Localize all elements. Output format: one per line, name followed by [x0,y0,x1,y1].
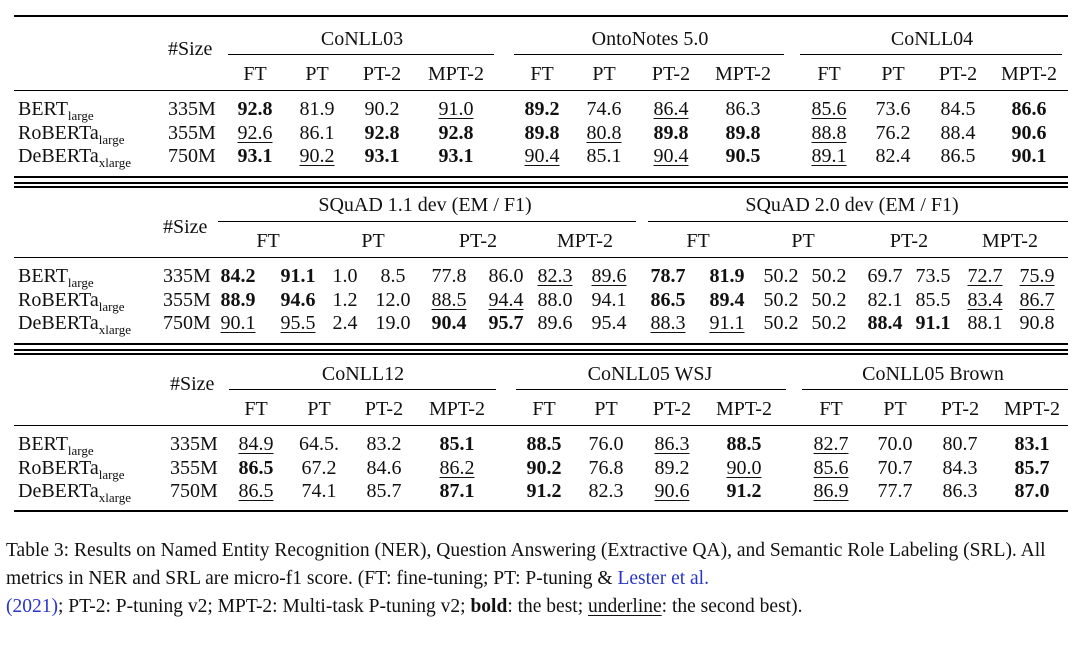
score-cell: 90.4 [653,145,689,167]
col-header-mpt2: MPT-2 [715,63,771,85]
header-rule [14,90,1068,91]
score-cell: 50.2 [811,289,847,311]
score-cell: 89.1 [811,145,847,167]
score-cell: 88.5 [726,433,762,455]
model-param-size: 335M [163,265,211,287]
caption-underline-word: underline [588,596,662,617]
score-cell: 64.5. [299,433,339,455]
model-name-text: BERT [18,265,68,287]
score-cell: 88.1 [967,312,1003,334]
model-name-text: DeBERTa [18,480,99,502]
score-cell: 95.5 [280,312,316,334]
score-cell: 89.6 [537,312,573,334]
score-cell: 88.5 [526,433,562,455]
score-cell: 95.7 [488,312,524,334]
size-header: #Size [170,373,215,395]
col-header-ft: FT [256,230,280,252]
score-cell: 90.1 [1011,145,1047,167]
model-param-size: 750M [170,480,218,502]
score-cell: 88.5 [431,289,467,311]
score-cell: 84.5 [940,98,976,120]
score-cell: 86.9 [813,480,849,502]
col-header-ft: FT [819,398,843,420]
score-cell: 89.8 [653,122,689,144]
col-header-pt2: PT-2 [458,230,498,252]
score-cell: 74.1 [301,480,337,502]
score-cell: 83.1 [1014,433,1050,455]
score-cell: 50.2 [811,312,847,334]
score-cell: 91.1 [709,312,745,334]
table-1-bottom-rule [14,176,1068,178]
model-size-subscript: large [67,443,94,458]
score-cell: 50.2 [763,312,799,334]
model-size-subscript: large [98,299,125,314]
score-cell: 88.4 [940,122,976,144]
score-cell: 81.9 [709,265,745,287]
score-cell: 92.8 [364,122,400,144]
col-header-ft: FT [244,398,268,420]
group-underline [802,389,1068,390]
col-header-pt2: PT-2 [940,398,980,420]
score-cell: 93.1 [364,145,400,167]
score-cell: 73.6 [875,98,911,120]
score-cell: 86.4 [653,98,689,120]
score-cell: 91.2 [726,480,762,502]
score-cell: 50.2 [811,265,847,287]
score-cell: 76.2 [875,122,911,144]
score-cell: 91.1 [915,312,951,334]
col-header-ft: FT [243,63,267,85]
col-header-mpt2: MPT-2 [1004,398,1060,420]
model-name [18,312,131,341]
score-cell: 70.0 [877,433,913,455]
score-cell: 8.5 [380,265,406,287]
score-cell: 80.8 [586,122,622,144]
score-cell: 90.4 [524,145,560,167]
model-size-subscript: large [98,467,125,482]
score-cell: 84.3 [942,457,978,479]
model-param-size: 355M [163,289,211,311]
score-cell: 85.7 [1014,457,1050,479]
score-cell: 90.2 [364,98,400,120]
score-cell: 88.0 [537,289,573,311]
score-cell: 72.7 [967,265,1003,287]
model-size-subscript: xlarge [98,322,131,337]
col-header-mpt2: MPT-2 [557,230,613,252]
col-header-pt: PT [881,63,905,85]
score-cell: 74.6 [586,98,622,120]
score-cell: 90.6 [1011,122,1047,144]
score-cell: 88.4 [867,312,903,334]
model-size-subscript: large [98,132,125,147]
group-header-conll05-wsj: CoNLL05 WSJ [587,363,713,385]
score-cell: 91.0 [438,98,474,120]
score-cell: 90.0 [726,457,762,479]
col-header-mpt2: MPT-2 [716,398,772,420]
score-cell: 94.1 [591,289,627,311]
table-top-rule [14,15,1068,17]
score-cell: 85.5 [915,289,951,311]
score-cell: 92.6 [237,122,273,144]
score-cell: 76.8 [588,457,624,479]
score-cell: 87.0 [1014,480,1050,502]
score-cell: 86.5 [940,145,976,167]
caption-text: ; PT-2: P-tuning v2; MPT-2: Multi-task P-tuning v2; [58,596,471,617]
group-header-conll03: CoNLL03 [320,28,404,50]
group-underline [228,54,494,55]
score-cell: 75.9 [1019,265,1055,287]
score-cell: 86.6 [1011,98,1047,120]
score-cell: 88.8 [811,122,847,144]
model-param-size: 335M [168,98,216,120]
group-underline [229,389,496,390]
caption-text: : the best; [507,596,589,617]
score-cell: 69.7 [867,265,903,287]
model-name-text: BERT [18,433,68,455]
model-param-size: 750M [168,145,216,167]
model-size-subscript: xlarge [98,155,131,170]
model-param-size: 750M [163,312,211,334]
col-header-pt2: PT-2 [889,230,929,252]
score-cell: 90.8 [1019,312,1055,334]
model-name-text: DeBERTa [18,312,99,334]
score-cell: 90.2 [526,457,562,479]
table-caption [6,537,1080,621]
model-param-size: 355M [168,122,216,144]
score-cell: 78.7 [650,265,686,287]
size-header: #Size [168,38,213,60]
score-cell: 88.9 [220,289,256,311]
score-cell: 88.3 [650,312,686,334]
model-name-text: DeBERTa [18,145,99,167]
score-cell: 82.4 [875,145,911,167]
col-header-pt: PT [883,398,907,420]
score-cell: 77.7 [877,480,913,502]
score-cell: 95.4 [591,312,627,334]
col-header-ft: FT [686,230,710,252]
group-header-conll04: CoNLL04 [890,28,974,50]
score-cell: 76.0 [588,433,624,455]
score-cell: 86.3 [654,433,690,455]
score-cell: 89.6 [591,265,627,287]
score-cell: 12.0 [375,289,411,311]
score-cell: 83.4 [967,289,1003,311]
col-header-mpt2: MPT-2 [428,63,484,85]
score-cell: 77.8 [431,265,467,287]
score-cell: 82.3 [537,265,573,287]
model-name [18,480,131,509]
score-cell: 80.7 [942,433,978,455]
model-name [18,145,131,174]
citation-year-link[interactable]: (2021) [6,596,58,617]
header-rule [14,425,1068,426]
score-cell: 67.2 [301,457,337,479]
score-cell: 82.7 [813,433,849,455]
score-cell: 89.2 [654,457,690,479]
group-header-ontonotes: OntoNotes 5.0 [591,28,709,50]
score-cell: 94.4 [488,289,524,311]
group-underline [514,54,784,55]
score-cell: 86.2 [439,457,475,479]
model-param-size: 355M [170,457,218,479]
score-cell: 91.2 [526,480,562,502]
score-cell: 90.5 [725,145,761,167]
score-cell: 89.4 [709,289,745,311]
col-header-mpt2: MPT-2 [982,230,1038,252]
col-header-pt2: PT-2 [938,63,978,85]
score-cell: 87.1 [439,480,475,502]
model-name-text: RoBERTa [18,122,99,144]
score-cell: 86.1 [299,122,335,144]
col-header-ft: FT [532,398,556,420]
table-2-bottom-rule [14,343,1068,345]
table-bottom-rule [14,510,1068,512]
score-cell: 82.3 [588,480,624,502]
score-cell: 1.0 [332,265,358,287]
model-name-text: RoBERTa [18,289,99,311]
header-rule [14,257,1068,258]
model-param-size: 335M [170,433,218,455]
score-cell: 90.6 [654,480,690,502]
score-cell: 1.2 [332,289,358,311]
score-cell: 82.1 [867,289,903,311]
score-cell: 89.2 [524,98,560,120]
col-header-pt: PT [305,63,329,85]
size-header: #Size [163,216,208,238]
score-cell: 85.7 [366,480,402,502]
col-header-pt2: PT-2 [652,398,692,420]
score-cell: 93.1 [438,145,474,167]
score-cell: 50.2 [763,265,799,287]
col-header-pt: PT [592,63,616,85]
score-cell: 84.6 [366,457,402,479]
caption-text: Table 3: Results on Named Entity Recognition (NER), Question Answering (Extractive QA), and Semantic Role Labeling (SRL). All metrics in NER and SRL are micro-f1 score. (FT: fine-tuning; PT: P-tuning & [6,540,1046,589]
model-size-subscript: large [67,275,94,290]
col-header-pt2: PT-2 [364,398,404,420]
group-header-conll12: CoNLL12 [321,363,405,385]
score-cell: 89.8 [725,122,761,144]
score-cell: 94.6 [280,289,316,311]
group-underline [516,389,786,390]
score-cell: 86.5 [238,457,274,479]
score-cell: 86.7 [1019,289,1055,311]
group-underline [218,221,636,222]
score-cell: 85.1 [439,433,475,455]
col-header-pt: PT [791,230,815,252]
score-cell: 2.4 [332,312,358,334]
col-header-mpt2: MPT-2 [429,398,485,420]
caption-bold-word: bold [470,596,508,617]
model-size-subscript: xlarge [98,490,131,505]
score-cell: 86.3 [725,98,761,120]
score-cell: 89.8 [524,122,560,144]
score-cell: 86.3 [942,480,978,502]
col-header-pt: PT [307,398,331,420]
col-header-ft: FT [817,63,841,85]
group-header-conll05-brown: CoNLL05 Brown [862,363,1004,385]
score-cell: 83.2 [366,433,402,455]
col-header-pt: PT [594,398,618,420]
score-cell: 90.4 [431,312,467,334]
group-header-squad11: SQuAD 1.1 dev (EM / F1) [318,194,532,216]
score-cell: 85.1 [586,145,622,167]
citation-link[interactable]: Lester et al. [617,568,709,589]
score-cell: 86.0 [488,265,524,287]
model-size-subscript: large [67,108,94,123]
model-name-text: RoBERTa [18,457,99,479]
col-header-pt2: PT-2 [362,63,402,85]
score-cell: 73.5 [915,265,951,287]
score-cell: 84.2 [220,265,256,287]
col-header-ft: FT [530,63,554,85]
score-cell: 84.9 [238,433,274,455]
col-header-pt: PT [361,230,385,252]
score-cell: 86.5 [650,289,686,311]
score-cell: 86.5 [238,480,274,502]
score-cell: 19.0 [375,312,411,334]
score-cell: 70.7 [877,457,913,479]
caption-text: : the second best). [661,596,803,617]
col-header-pt2: PT-2 [651,63,691,85]
score-cell: 90.2 [299,145,335,167]
group-header-squad20: SQuAD 2.0 dev (EM / F1) [745,194,959,216]
score-cell: 93.1 [237,145,273,167]
score-cell: 50.2 [763,289,799,311]
group-underline [648,221,1068,222]
score-cell: 85.6 [813,457,849,479]
score-cell: 81.9 [299,98,335,120]
score-cell: 90.1 [220,312,256,334]
col-header-mpt2: MPT-2 [1001,63,1057,85]
model-name-text: BERT [18,98,68,120]
group-underline [800,54,1062,55]
score-cell: 92.8 [438,122,474,144]
score-cell: 92.8 [237,98,273,120]
score-cell: 91.1 [280,265,316,287]
score-cell: 85.6 [811,98,847,120]
